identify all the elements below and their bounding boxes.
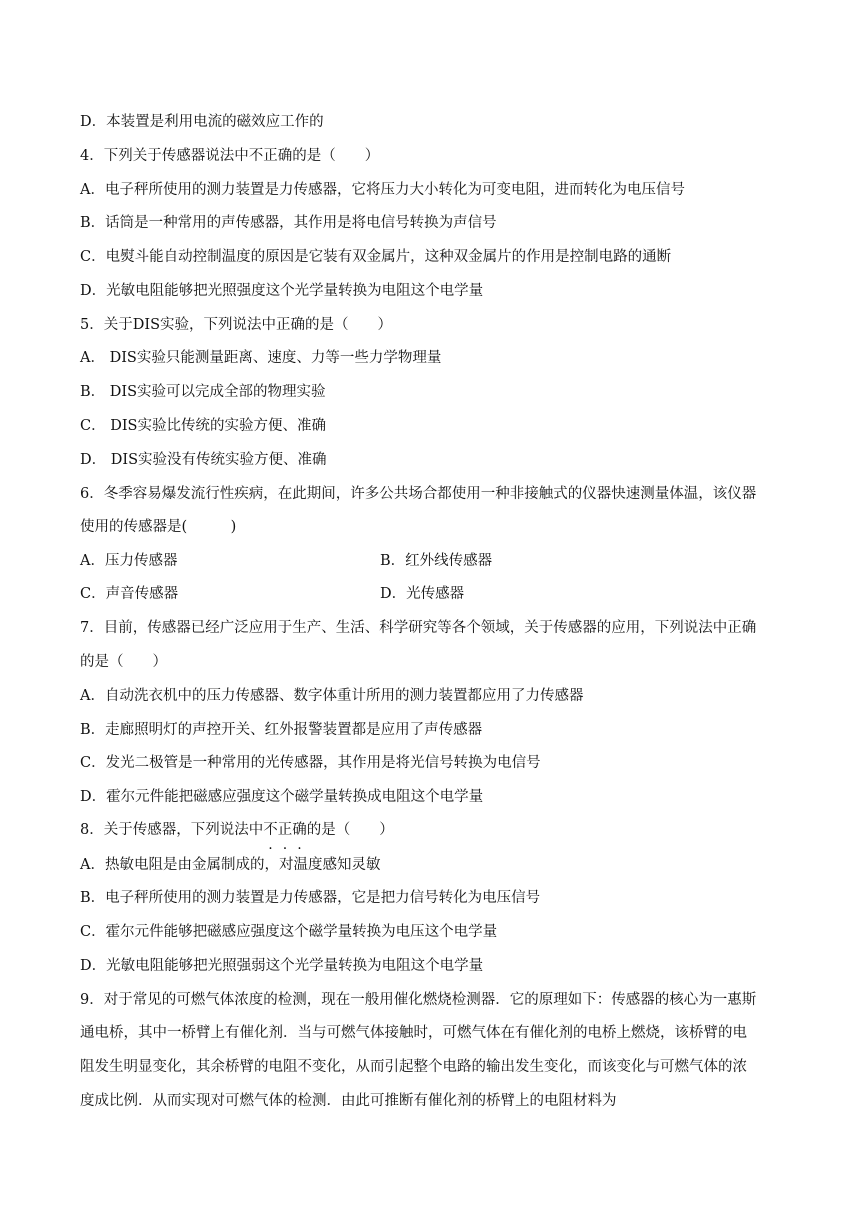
q4-stem: 4．下列关于传感器说法中不正确的是（ ） [80,148,380,164]
q5-option-b: B． DIS实验可以完成全部的物理实验 [80,384,326,400]
q4-option-b: B．话筒是一种常用的声传感器，其作用是将电信号转换为声信号 [80,215,497,231]
q6-option-b: B．红外线传感器 [380,553,493,569]
q8-option-a: A．热敏电阻是由金属制成的，对温度感知灵敏 [80,857,381,873]
q8-emphasis-char-3: 确 [292,822,307,838]
q4-option-a: A．电子秤所使用的测力装置是力传感器，它将压力大小转化为可变电阻，进而转化为电压信号 [80,182,685,198]
q9-line2: 通电桥，其中一桥臂上有催化剂．当与可燃气体接触时，可燃气体在有催化剂的电桥上燃烧，该桥臂的电 [80,1025,747,1041]
q7-option-c: C．发光二极管是一种常用的光传感器，其作用是将光信号转换为电信号 [80,755,541,771]
q5-option-c: C． DIS实验比传统的实验方便、准确 [80,418,326,434]
q6-option-c: C．声音传感器 [80,586,179,602]
q8-stem-prefix: 8．关于传感器，下列说法中 [80,822,264,838]
q7-option-b: B．走廊照明灯的声控开关、红外报警装置都是应用了声传感器 [80,722,483,738]
q7-option-d: D．霍尔元件能把磁感应强度这个磁学量转换成电阻这个电学量 [80,789,484,805]
q5-stem: 5．关于DIS实验，下列说法中正确的是（ ） [80,317,393,333]
q6-stem-line1: 6．冬季容易爆发流行性疾病，在此期间，许多公共场合都使用一种非接触式的仪器快速测量体温，该仪器 [80,486,757,502]
q8-option-c: C．霍尔元件能够把磁感应强度这个磁学量转换为电压这个电学量 [80,924,498,940]
q5-option-a: A． DIS实验只能测量距离、速度、力等一些力学物理量 [80,350,442,366]
q8-emphasis-char-1: 不 [263,822,278,838]
q7-stem-line2: 的是（ ） [80,654,167,670]
q7-option-a: A．自动洗衣机中的压力传感器、数字体重计所用的测力装置都应用了力传感器 [80,688,584,704]
q4-option-d: D．光敏电阻能够把光照强度这个光学量转换为电阻这个电学量 [80,283,484,299]
q8-emphasis-char-2: 正 [277,822,293,838]
q6-stem-line2: 使用的传感器是( ) [80,519,237,535]
q9-line3: 阻发生明显变化，其余桥臂的电阻不变化，从而引起整个电路的输出发生变化，而该变化与可燃气体的浓 [80,1059,747,1075]
q3-option-d: D．本装置是利用电流的磁效应工作的 [80,114,324,130]
q6-option-a: A．压力传感器 [80,553,178,569]
q8-stem-suffix: 的是（ ） [306,822,394,838]
q7-stem-line1: 7．目前，传感器已经广泛应用于生产、生活、科学研究等各个领域，关于传感器的应用，下列说法中正确 [80,620,757,636]
q8-option-d: D．光敏电阻能够把光照强弱这个光学量转换为电阻这个电学量 [80,958,484,974]
q9-line4: 度成比例．从而实现对可燃气体的检测．由此可推断有催化剂的桥臂上的电阻材料为 [80,1093,617,1109]
q8-stem [80,820,394,840]
q9-line1: 9．对于常见的可燃气体浓度的检测，现在一般用催化燃烧检测器．它的原理如下：传感器的核心为一惠斯 [80,992,757,1008]
q5-option-d: D． DIS实验没有传统实验方便、准确 [80,452,327,468]
q6-option-d: D．光传感器 [380,586,465,602]
q4-option-c: C．电熨斗能自动控制温度的原因是它装有双金属片，这种双金属片的作用是控制电路的通断 [80,249,672,265]
q8-option-b: B．电子秤所使用的测力装置是力传感器，它是把力信号转化为电压信号 [80,890,541,906]
